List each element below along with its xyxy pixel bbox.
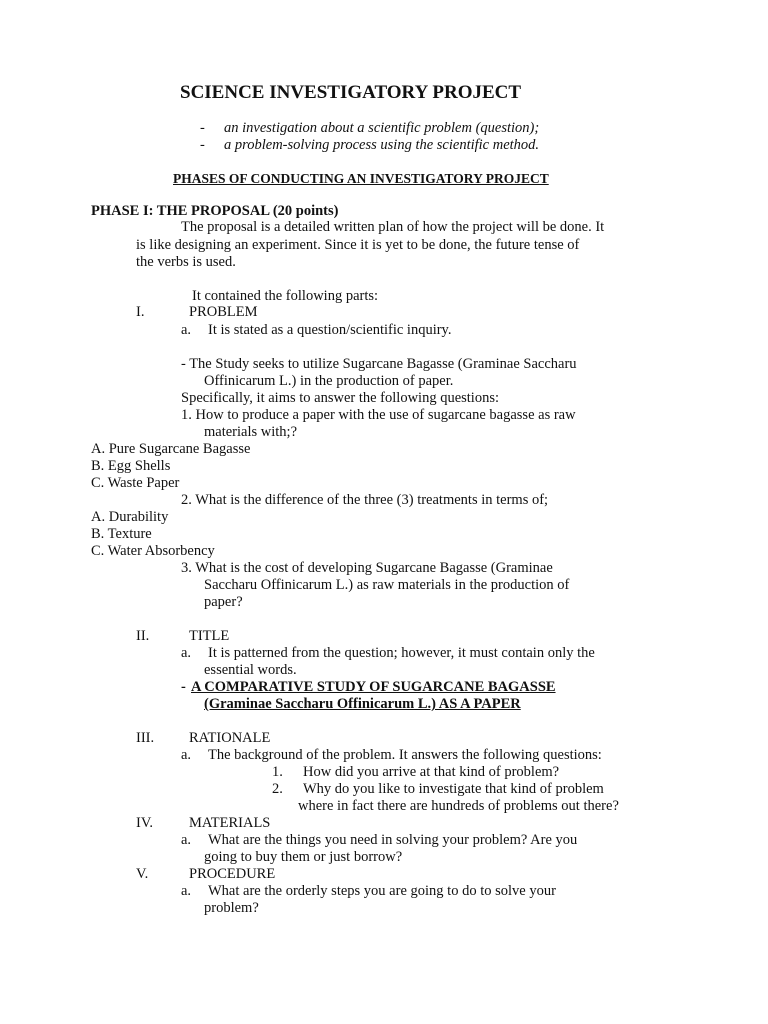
procedure-a-text: What are the orderly steps you are going to do to solve your	[208, 883, 556, 899]
phases-heading: PHASES OF CONDUCTING AN INVESTIGATORY PROJECT	[173, 171, 549, 186]
document-title: SCIENCE INVESTIGATORY PROJECT	[180, 82, 522, 103]
procedure-label: PROCEDURE	[189, 866, 276, 882]
question-1-cont: materials with;?	[204, 424, 298, 440]
definition-item: a problem-solving process using the scientific method.	[224, 137, 540, 153]
question-3: 3. What is the cost of developing Sugarcane Bagasse (Graminae	[181, 560, 553, 576]
procedure-a-marker: a.	[181, 883, 192, 899]
definition-bullet: -	[200, 137, 205, 153]
definition-bullet: -	[200, 120, 205, 136]
question-3-cont: paper?	[204, 594, 243, 610]
problem-label: PROBLEM	[189, 304, 258, 320]
title-a-text: It is patterned from the question; however, it must contain only the	[208, 645, 595, 661]
option-item: C. Water Absorbency	[91, 543, 215, 559]
phase1-intro-line: is like designing an experiment. Since it is yet to be done, the future tense of	[136, 237, 580, 253]
definition-item: an investigation about a scientific problem (question);	[224, 120, 540, 136]
parts-intro: It contained the following parts:	[192, 288, 379, 304]
question-3-cont: Saccharu Offinicarum L.) as raw materials in the production of	[204, 577, 570, 593]
rationale-question: Why do you like to investigate that kind of problem	[303, 781, 604, 797]
study-line: Specifically, it aims to answer the following questions:	[181, 390, 500, 406]
rationale-q-number: 1.	[272, 764, 283, 780]
study-line: Offinicarum L.) in the production of paper.	[204, 373, 454, 389]
procedure-a-text: problem?	[204, 900, 259, 916]
title-a-text: essential words.	[204, 662, 297, 678]
problem-numeral: I.	[136, 304, 145, 320]
option-item: A. Durability	[91, 509, 169, 525]
materials-a-text: going to buy them or just borrow?	[204, 849, 403, 865]
rationale-question: How did you arrive at that kind of problem?	[303, 764, 560, 780]
materials-a-text: What are the things you need in solving your problem? Are you	[208, 832, 578, 848]
option-item: B. Egg Shells	[91, 458, 171, 474]
title-a-marker: a.	[181, 645, 192, 661]
option-item: A. Pure Sugarcane Bagasse	[91, 441, 251, 457]
rationale-question-cont: where in fact there are hundreds of problems out there?	[298, 798, 619, 814]
rationale-a-marker: a.	[181, 747, 192, 763]
study-title: A COMPARATIVE STUDY OF SUGARCANE BAGASSE	[191, 679, 556, 695]
materials-label: MATERIALS	[189, 815, 271, 831]
title-numeral: II.	[136, 628, 150, 644]
question-1: 1. How to produce a paper with the use of sugarcane bagasse as raw	[181, 407, 576, 423]
rationale-q-number: 2.	[272, 781, 283, 797]
rationale-a-text: The background of the problem. It answers the following questions:	[208, 747, 602, 763]
problem-a-marker: a.	[181, 322, 192, 338]
rationale-label: RATIONALE	[189, 730, 271, 746]
procedure-numeral: V.	[136, 866, 149, 882]
materials-a-marker: a.	[181, 832, 192, 848]
study-title-dash: -	[181, 679, 186, 695]
title-label: TITLE	[189, 628, 230, 644]
question-2: 2. What is the difference of the three (3) treatments in terms of;	[181, 492, 549, 508]
phase1-intro-line: The proposal is a detailed written plan of how the project will be done. It	[181, 219, 605, 235]
phase1-heading: PHASE I: THE PROPOSAL (20 points)	[91, 203, 339, 219]
materials-numeral: IV.	[136, 815, 154, 831]
study-line: - The Study seeks to utilize Sugarcane Bagasse (Graminae Saccharu	[181, 356, 577, 372]
problem-a-text: It is stated as a question/scientific inquiry.	[208, 322, 452, 338]
phase1-intro-line: the verbs is used.	[136, 254, 236, 270]
option-item: B. Texture	[91, 526, 152, 542]
study-title: (Graminae Saccharu Offinicarum L.) AS A PAPER	[204, 696, 521, 712]
rationale-numeral: III.	[136, 730, 155, 746]
option-item: C. Waste Paper	[91, 475, 180, 491]
